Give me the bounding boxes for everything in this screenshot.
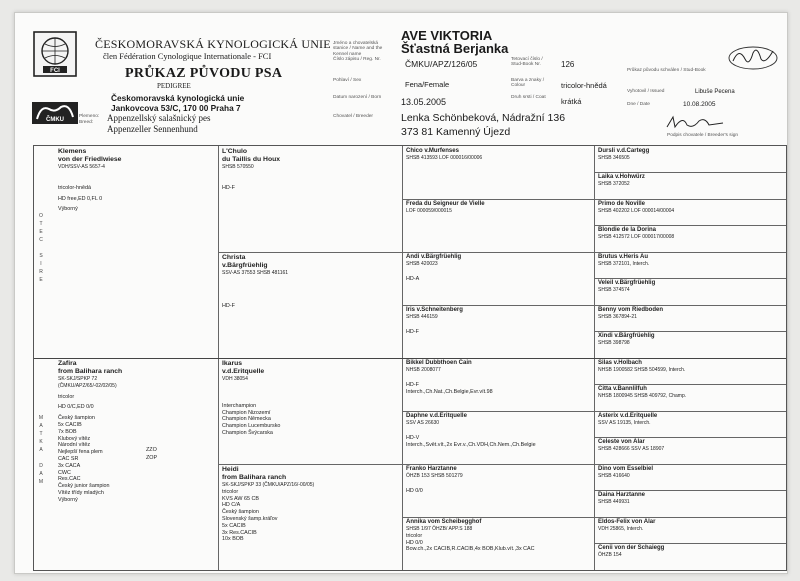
gen4-cell: Primo de Noville SHSB 402202 LOF 000014/00004 xyxy=(598,201,675,214)
label-born: Datum narození / Born xyxy=(333,95,382,100)
birth-date: 13.05.2005 xyxy=(401,97,447,107)
ggen3-cell-3: Andi v.Bärgfrüehlig SHSB 420023 HD-A xyxy=(406,254,462,282)
ggen3-cell-6: Daphne v.d.Eritquelle SSV AS 26630 HD-V Interch.,Svět.vít.,2x Evr.v.,Ch.VDH,Ch.Nem.,Ch.Belgie xyxy=(406,413,536,448)
dam-cell: Zafira from Balihara ranch SK-SKJ/SPKP 72 (ČMKU/APZ/65/-02/02/05) tricolor HD 0/C,ED 0/0 Český šampion 5x CACIB 7x BOB Klubový vítěz Národní vítěz Nejlepší fena plem CAC SR 3x CACA CWC Res.CAC Český junior šampion Vítěz třídy mladých Výborný xyxy=(58,360,123,503)
gen4-cell: Eldos-Felix von Alar VDH 25865, Interch. xyxy=(598,519,656,532)
gen4-cell: Celeste von Alar SHSB 428666 SSV AS 18907 xyxy=(598,439,665,452)
ggen3-cell-4: Iris v.Schneitenberg SHSB 446159 HD-F xyxy=(406,307,463,335)
cmku-logo-icon xyxy=(31,101,79,125)
side-label-sire: O T E C S I R E xyxy=(39,213,43,283)
issued-by-name: Libuše Pecena xyxy=(695,89,735,95)
dam-dam-cell: Heidi from Balihara ranch SK-SKJ/SPKP 33 (ČMKU/APZ/16/-00/05) tricolor KVS AW 65 CB HD C/A Český šampion Slovenský šamp.kráľov 5x CACIB 3x Res.CACIB 10x BOB xyxy=(222,466,315,543)
gen4-cell: Asterix v.d.Eritquelle SSV AS 19135, Interch. xyxy=(598,413,658,426)
gen4-cell: Dino vom Esselbiel SHSB 416640 xyxy=(598,466,654,479)
label-color: Barva a znaky / Colour xyxy=(511,78,545,89)
label-coat: Druh srsti / Coat xyxy=(511,95,546,100)
sex-value: Fena/Female xyxy=(405,80,450,89)
breeder-sign-label: Podpis chovatele / Breeder's sign xyxy=(667,133,739,138)
registration-number: ČMKU/APZ/126/05 xyxy=(405,59,478,69)
label-book: Tetovací číslo / Stud-Book Nr. xyxy=(511,57,543,68)
signature-icon xyxy=(725,43,781,71)
dam-zop: ZOP xyxy=(146,455,158,461)
breed-label: Plemeno: xyxy=(79,114,100,119)
sire-cell: Klemens von der Friedlwiese VDH/SSV-AS 5657-4 tricolor-hnědá HD free,ED 0,FL 0 Výborný xyxy=(58,148,122,213)
stud-book-number: 126 xyxy=(561,60,575,69)
approval-label: Průkaz původu schválen / Stud-Book xyxy=(627,68,706,73)
label-owner: Chovatel / Breeder xyxy=(333,114,373,119)
org-membership: člen Fédération Cynologique Internationale - FCI xyxy=(103,51,272,61)
sire-sire-cell: L'Chulo du Taillis du Houx SHSB 570550 HD-F xyxy=(222,148,281,191)
gen4-cell: Benny vom Riedboden SHSB 367894-21 xyxy=(598,307,664,320)
gen4-cell: Xindi v.Bärgfrüehlig SHSB 398798 xyxy=(598,333,655,346)
pedigree-table xyxy=(33,145,787,571)
breed-label-en: Breed: xyxy=(79,120,94,125)
svg-text:ČMKU: ČMKU xyxy=(46,117,64,123)
ggen3-cell-5: Bikkel Dubbthoen Cain NHSB 2008077 HD-F Interch.,Ch.Nat.,Ch.Belgie,Evr.vít.98 xyxy=(406,360,493,395)
ggen3-cell-7: Franko Harztanne ÖHZB 153 SHSB 501279 HD 0/0 xyxy=(406,466,463,494)
breeder-address: 373 81 Kamenný Újezd xyxy=(401,126,511,138)
gen4-cell: Veleil v.Bärgfrüehlig SHSB 374574 xyxy=(598,280,656,293)
dam-sire-cell: Ikarus v.d.Eritquelle VDH 38054 Interchampion Champion Nizozemí Champion Německa Champion Lucembursko Champion Švýcarska xyxy=(222,360,281,436)
label-reg: Číslo zápisu / Reg. Nr. xyxy=(333,57,381,62)
ggen3-cell-8: Annika vom Scheibegghof SHSB 1/97 ÖHZB/ APP.S 188 tricolor HD 0/0 Bow.ch.,2x CACIB,R.CACIB,4x BOB,Klub.vít.,3x CAC xyxy=(406,519,535,553)
breeder-name: Lenka Schönbeková, Nádražní 136 xyxy=(401,112,566,124)
side-label-dam: M A T K A D A M xyxy=(38,415,44,485)
date-label: Dne / Date xyxy=(627,102,650,107)
pedigree-document xyxy=(14,12,788,574)
org-name: ČESKOMORAVSKÁ KYNOLOGICKÁ UNIE xyxy=(95,37,331,51)
gen4-cell: Blondie de la Dorina SHSB 412572 LOF 000017/00008 xyxy=(598,227,675,240)
issued-by-label: Vyhotovil / Issued xyxy=(627,89,665,94)
breed-name-de: Appenzeller Sennenhund xyxy=(107,124,198,134)
gen4-cell: Brutus v.Heris Au SHSB 372101, Interch. xyxy=(598,254,650,267)
fci-logo-icon xyxy=(31,31,79,77)
gen4-cell: Silas v.Holbach NHSB 1900582 SHSB 504599, Interch. xyxy=(598,360,686,373)
kennel-name: Šťastná Berjanka xyxy=(401,41,509,56)
org-address-street: Jankovcova 53/C, 170 00 Praha 7 xyxy=(111,103,241,113)
coat-value: krátká xyxy=(561,97,582,106)
breed-name-cz: Appenzellský salašnický pes xyxy=(107,113,211,123)
gen4-cell: Laika v.Hohwürz SHSB 372052 xyxy=(598,174,645,187)
gen4-cell: Daina Harztanne SHSB 449931 xyxy=(598,492,646,505)
dog-name: AVE VIKTORIA xyxy=(401,28,493,43)
gen4-cell: Dursli v.d.Cartegg SHSB 346505 xyxy=(598,148,650,161)
ggen3-cell-2: Freda du Seigneur de Vielle LOF 000059/000015 xyxy=(406,201,485,214)
document-subtitle: PEDIGREE xyxy=(157,82,191,90)
svg-text:FCI: FCI xyxy=(50,68,60,74)
breeder-signature-icon xyxy=(665,113,725,131)
gen4-cell: Cenii von der Schaiegg ÖHZB 154 xyxy=(598,545,665,558)
org-address-name: Českomoravská kynologická unie xyxy=(111,93,245,103)
label-sex: Pohlaví / Sex xyxy=(333,78,362,83)
label-name: Jméno a chovatelská stanice / Name and the Kennel name xyxy=(333,41,383,57)
gen4-cell: Citta v.Bannlilfuh NHSB 1800945 SHSB 409792, Champ. xyxy=(598,386,687,399)
sire-dam-cell: Christa v.Bärgfrüehlig SSV-AS 37553 SHSB 481161 HD-F xyxy=(222,254,289,309)
issued-date: 10.08.2005 xyxy=(683,101,716,108)
ggen3-cell-1: Chico v.Murfenses SHSB 413593 LOF 000016/00006 xyxy=(406,148,483,161)
dam-zzo: ZZO xyxy=(146,447,157,453)
color-value: tricolor-hnědá xyxy=(561,81,607,90)
document-title: PRŮKAZ PŮVODU PSA xyxy=(125,66,283,81)
